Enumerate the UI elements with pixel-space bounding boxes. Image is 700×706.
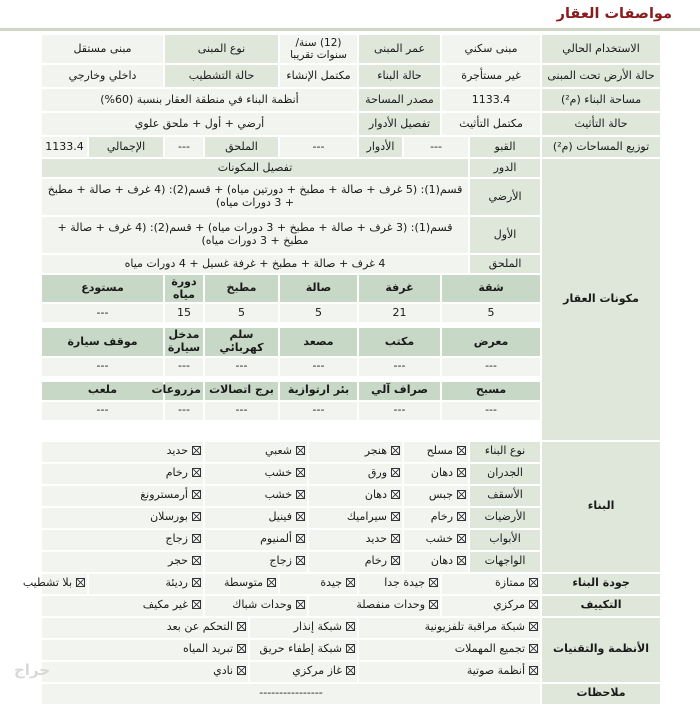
- option-label: مركزي: [493, 598, 526, 612]
- option-cell: [308, 529, 403, 551]
- label-area-distribution: توزيع المساحات (م²): [541, 136, 661, 158]
- label-air-conditioning: التكييف: [541, 595, 661, 617]
- floor-details: قسم(1): (3 غرف + صالة + مطبخ + 3 دورات مياه) + قسم(2): (4 غرف + صالة + مطبخ + 3 دورات مياه): [41, 216, 469, 254]
- floor-details: 4 غرف + صالة + مطبخ + غرفة غسيل + 4 دورات مياه: [41, 254, 469, 274]
- checkbox-icon[interactable]: [457, 556, 466, 565]
- checkbox-icon[interactable]: [529, 666, 538, 675]
- option-label: أرمسترونغ: [140, 488, 188, 502]
- checkbox-icon[interactable]: [391, 490, 400, 499]
- checkbox-icon[interactable]: [296, 600, 305, 609]
- checkbox-icon[interactable]: [457, 468, 466, 477]
- option-cell: [41, 507, 204, 529]
- checkbox-icon[interactable]: [457, 490, 466, 499]
- value-building-type: مبنى مستقل: [41, 34, 164, 64]
- component-value: ---: [41, 401, 164, 421]
- label-furnishing-status: حالة التأثيث: [541, 112, 661, 136]
- checkbox-icon[interactable]: [457, 534, 466, 543]
- checkbox-icon[interactable]: [296, 490, 305, 499]
- option-label: نادي: [213, 664, 233, 678]
- component-value: 15: [164, 303, 204, 323]
- floor-name: الأول: [469, 216, 541, 254]
- component-label: دورة مياه: [164, 274, 204, 303]
- option-label: حديد: [166, 444, 188, 458]
- component-label: شقة: [441, 274, 541, 303]
- value-floors: ---: [279, 136, 358, 158]
- label-notes: ملاحظات: [541, 683, 661, 705]
- option-cell: [88, 573, 204, 595]
- option-label: خشب: [264, 488, 292, 502]
- option-label: رديئة: [165, 576, 188, 590]
- component-value: ---: [279, 401, 358, 421]
- component-label: مدخل سيارة: [164, 327, 204, 356]
- component-value: ---: [41, 357, 164, 377]
- option-label: متوسطة: [223, 576, 263, 590]
- value-area-source: أنظمة البناء في منطقة العقار بنسبة (60%): [41, 88, 358, 112]
- checkbox-icon[interactable]: [192, 578, 201, 587]
- component-value: ---: [204, 401, 279, 421]
- option-cell: [22, 573, 88, 595]
- option-label: هنجر: [364, 444, 388, 458]
- option-cell: [308, 507, 403, 529]
- option-label: رخام: [165, 466, 188, 480]
- option-label: دهان: [430, 554, 454, 568]
- component-value: 5: [441, 303, 541, 323]
- section-systems: الأنظمة والتقنيات: [541, 617, 661, 683]
- option-cell: [204, 529, 308, 551]
- label-total: الإجمالي: [88, 136, 164, 158]
- option-label: مسلح: [426, 444, 454, 458]
- component-label: موقف سيارة: [41, 327, 164, 356]
- building-row-label: الأسقف: [469, 485, 541, 507]
- component-label: مستودع: [41, 274, 164, 303]
- option-label: دهان: [430, 466, 454, 480]
- option-label: جيدة: [320, 576, 342, 590]
- option-cell: [204, 441, 308, 463]
- watermark-logo: حراج: [14, 661, 51, 679]
- option-cell: [403, 463, 469, 485]
- option-label: غاز مركزي: [292, 664, 342, 678]
- option-cell: [41, 485, 204, 507]
- option-cell: [403, 507, 469, 529]
- checkbox-icon[interactable]: [346, 644, 355, 653]
- value-basement: ---: [403, 136, 469, 158]
- checkbox-icon[interactable]: [296, 468, 305, 477]
- option-cell: [358, 573, 441, 595]
- label-area-source: مصدر المساحة: [358, 88, 441, 112]
- option-label: جبس: [428, 488, 454, 502]
- option-label: رخام: [364, 554, 388, 568]
- option-label: ألمنيوم: [260, 532, 292, 546]
- option-cell: [403, 551, 469, 573]
- component-label: صالة: [279, 274, 358, 303]
- value-land-status: غير مستأجرة: [441, 64, 541, 88]
- value-building-area: 1133.4: [441, 88, 541, 112]
- option-cell: [441, 595, 541, 617]
- component-value: ---: [204, 357, 279, 377]
- checkbox-icon[interactable]: [529, 622, 538, 631]
- checkbox-icon[interactable]: [346, 578, 355, 587]
- option-cell: [41, 441, 204, 463]
- option-label: بورسلان: [150, 510, 188, 524]
- option-label: حديد: [365, 532, 388, 546]
- checkbox-icon[interactable]: [237, 666, 246, 675]
- component-value: ---: [279, 357, 358, 377]
- checkbox-icon[interactable]: [391, 468, 400, 477]
- option-label: جيدة جدا: [384, 576, 426, 590]
- option-cell: [308, 595, 441, 617]
- checkbox-icon[interactable]: [267, 578, 276, 587]
- label-land-status: حالة الأرض تحت المبنى: [541, 64, 661, 88]
- checkbox-icon[interactable]: [192, 468, 201, 477]
- label-building-type: نوع المبنى: [164, 34, 279, 64]
- option-label: التحكم عن بعد: [166, 620, 233, 634]
- checkbox-icon[interactable]: [76, 578, 85, 587]
- component-value: ---: [41, 303, 164, 323]
- option-label: زجاج: [269, 554, 292, 568]
- component-label: مصعد: [279, 327, 358, 356]
- option-label: تجميع المهملات: [454, 642, 526, 656]
- floor-name: الأرضي: [469, 178, 541, 216]
- component-value: ---: [358, 357, 441, 377]
- option-cell: [279, 573, 358, 595]
- option-cell: [204, 551, 308, 573]
- option-label: دهان: [364, 488, 388, 502]
- option-cell: [204, 485, 308, 507]
- option-label: رخام: [430, 510, 454, 524]
- label-build-quality: جودة البناء: [541, 573, 661, 595]
- option-cell: [358, 617, 541, 639]
- checkbox-icon[interactable]: [192, 556, 201, 565]
- page-title: مواصفات العقار: [556, 6, 672, 22]
- checkbox-icon[interactable]: [192, 446, 201, 455]
- checkbox-icon[interactable]: [192, 512, 201, 521]
- component-value: ---: [441, 401, 541, 421]
- value-floor-details: أرضي + أول + ملحق علوي: [41, 112, 358, 136]
- option-cell: [41, 463, 204, 485]
- option-label: ورق: [367, 466, 388, 480]
- checkbox-icon[interactable]: [296, 534, 305, 543]
- value-annex: ---: [164, 136, 204, 158]
- option-cell: [249, 661, 358, 683]
- component-label: مزروعات: [164, 381, 204, 401]
- component-value: 5: [204, 303, 279, 323]
- value-notes: ----------------: [41, 683, 541, 705]
- building-row-label: نوع البناء: [469, 441, 541, 463]
- option-label: زجاج: [165, 532, 188, 546]
- checkbox-icon[interactable]: [296, 512, 305, 521]
- option-label: فينيل: [268, 510, 292, 524]
- building-row-label: الأرضيات: [469, 507, 541, 529]
- option-cell: [204, 507, 308, 529]
- option-cell: [403, 485, 469, 507]
- checkbox-icon[interactable]: [192, 600, 201, 609]
- option-cell: [249, 617, 358, 639]
- component-value: ---: [164, 401, 204, 421]
- component-label: برج اتصالات: [204, 381, 279, 401]
- label-floors: الأدوار: [358, 136, 403, 158]
- title-divider: [0, 28, 700, 31]
- checkbox-icon[interactable]: [237, 644, 246, 653]
- section-components: مكونات العقار: [541, 158, 661, 441]
- value-construction-status: مكتمل الإنشاء: [279, 64, 358, 88]
- option-cell: [358, 639, 541, 661]
- value-building-age: (12) سنة/سنوات تقريبا: [279, 34, 358, 64]
- label-floor-details: تفصيل الأدوار: [358, 112, 441, 136]
- checkbox-icon[interactable]: [529, 600, 538, 609]
- building-row-label: الأبواب: [469, 529, 541, 551]
- component-label: غرفة: [358, 274, 441, 303]
- value-total: 1133.4: [41, 136, 88, 158]
- value-finishing-status: داخلي وخارجي: [41, 64, 164, 88]
- option-label: بلا تشطيب: [22, 576, 72, 590]
- option-label: حجر: [168, 554, 188, 568]
- option-label: وحدات شباك: [232, 598, 292, 612]
- option-cell: [308, 551, 403, 573]
- option-label: ممتازة: [495, 576, 526, 590]
- option-cell: [204, 595, 308, 617]
- component-label: صراف آلي: [358, 381, 441, 401]
- checkbox-icon[interactable]: [391, 556, 400, 565]
- value-current-use: مبنى سكني: [441, 34, 541, 64]
- floor-details: قسم(1): (5 غرف + صالة + مطبخ + دورتين مياه) + قسم(2): (4 غرف + صالة + مطبخ + 3 دورات مياه): [41, 178, 469, 216]
- option-cell: [249, 639, 358, 661]
- component-label: مطبخ: [204, 274, 279, 303]
- checkbox-icon[interactable]: [457, 512, 466, 521]
- building-row-label: الواجهات: [469, 551, 541, 573]
- component-label: معرض: [441, 327, 541, 356]
- option-cell: [308, 463, 403, 485]
- checkbox-icon[interactable]: [457, 446, 466, 455]
- checkbox-icon[interactable]: [296, 446, 305, 455]
- checkbox-icon[interactable]: [346, 666, 355, 675]
- checkbox-icon[interactable]: [429, 600, 438, 609]
- option-label: شعبي: [264, 444, 292, 458]
- label-finishing-status: حالة التشطيب: [164, 64, 279, 88]
- option-cell: [358, 661, 541, 683]
- building-row-label: الجدران: [469, 463, 541, 485]
- checkbox-icon[interactable]: [529, 578, 538, 587]
- component-label: مكتب: [358, 327, 441, 356]
- checkbox-icon[interactable]: [391, 512, 400, 521]
- label-basement: القبو: [469, 136, 541, 158]
- option-cell: [403, 529, 469, 551]
- checkbox-icon[interactable]: [237, 622, 246, 631]
- floor-name: الملحق: [469, 254, 541, 274]
- option-label: وحدات منفصلة: [356, 598, 426, 612]
- label-annex: الملحق: [204, 136, 279, 158]
- option-cell: [308, 441, 403, 463]
- component-value: ---: [441, 357, 541, 377]
- option-cell: [41, 661, 249, 683]
- floor-header: الدور: [469, 158, 541, 178]
- checkbox-icon[interactable]: [429, 578, 438, 587]
- section-building: البناء: [541, 441, 661, 573]
- checkbox-icon[interactable]: [529, 644, 538, 653]
- option-label: تبريد المياه: [183, 642, 233, 656]
- component-label: بئر ارتوازية: [279, 381, 358, 401]
- option-label: شبكة إطفاء حريق: [259, 642, 342, 656]
- option-cell: [41, 617, 249, 639]
- checkbox-icon[interactable]: [391, 534, 400, 543]
- option-cell: [308, 485, 403, 507]
- option-label: شبكة إنذار: [293, 620, 342, 634]
- checkbox-icon[interactable]: [391, 446, 400, 455]
- label-construction-status: حالة البناء: [358, 64, 441, 88]
- component-value: ---: [358, 401, 441, 421]
- value-furnishing-status: مكتمل التأثيث: [441, 112, 541, 136]
- option-cell: [441, 573, 541, 595]
- option-cell: [41, 551, 204, 573]
- option-cell: [41, 529, 204, 551]
- option-label: شبكة مراقبة تلفزيونية: [424, 620, 526, 634]
- option-cell: [403, 441, 469, 463]
- component-label: ملعب: [41, 381, 164, 401]
- option-label: أنظمة صوتية: [466, 664, 526, 678]
- label-building-area: مساحة البناء (م²): [541, 88, 661, 112]
- component-value: 21: [358, 303, 441, 323]
- component-value: ---: [164, 357, 204, 377]
- component-label: مسبح: [441, 381, 541, 401]
- checkbox-icon[interactable]: [296, 556, 305, 565]
- checkbox-icon[interactable]: [192, 534, 201, 543]
- label-current-use: الاستخدام الحالي: [541, 34, 661, 64]
- checkbox-icon[interactable]: [346, 622, 355, 631]
- component-label: سلم كهربائي: [204, 327, 279, 356]
- option-cell: [41, 595, 204, 617]
- option-label: سيراميك: [346, 510, 388, 524]
- option-label: غير مكيف: [142, 598, 188, 612]
- option-label: خشب: [264, 466, 292, 480]
- option-cell: [41, 639, 249, 661]
- details-header: تفصيل المكونات: [41, 158, 469, 178]
- checkbox-icon[interactable]: [192, 490, 201, 499]
- component-value: 5: [279, 303, 358, 323]
- option-label: خشب: [425, 532, 454, 546]
- label-building-age: عمر المبنى: [358, 34, 441, 64]
- option-cell: [204, 573, 279, 595]
- option-cell: [204, 463, 308, 485]
